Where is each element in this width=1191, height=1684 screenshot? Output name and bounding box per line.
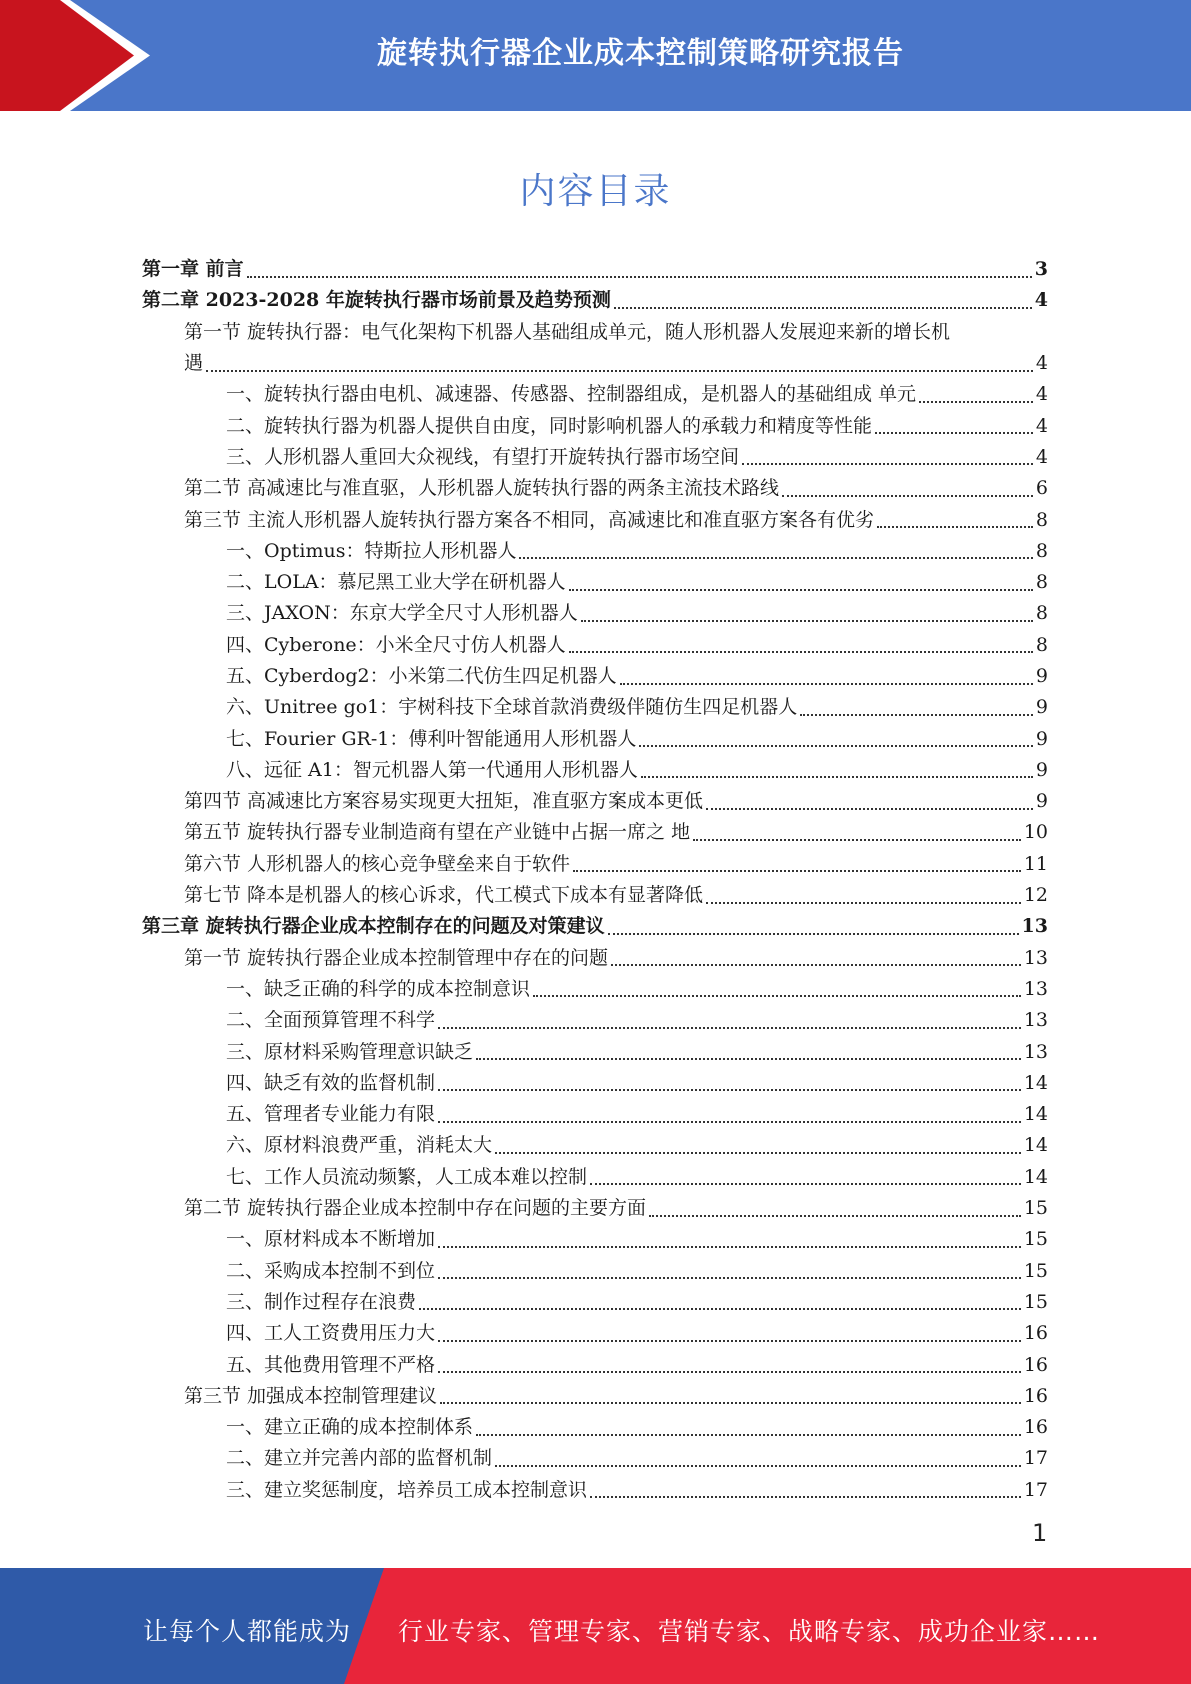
toc-leader-dots (569, 589, 1033, 591)
toc-entry-page: 13 (1023, 977, 1048, 1000)
toc-leader-dots (476, 1058, 1021, 1060)
toc-entry-page: 8 (1035, 508, 1048, 531)
toc-entry-page: 8 (1035, 633, 1048, 656)
toc-entry-page: 9 (1035, 727, 1048, 750)
toc-leader-dots (706, 808, 1033, 810)
toc-entry-page: 17 (1023, 1478, 1048, 1501)
toc-entry-page: 15 (1023, 1259, 1048, 1282)
footer-slogan-left: 让每个人都能成为 (143, 1617, 352, 1646)
toc-entry-label: 第一章 前言 (142, 258, 244, 281)
toc-entry[interactable] (142, 473, 1048, 504)
toc-leader-dots (438, 1277, 1021, 1279)
toc-entry[interactable] (142, 1068, 1048, 1099)
toc-entry[interactable] (142, 410, 1048, 441)
toc-entry-page: 16 (1023, 1353, 1048, 1376)
toc-entry[interactable] (142, 755, 1048, 786)
toc-entry-page: 9 (1035, 758, 1048, 781)
toc-entry-label: 四、工人工资费用压力大 (226, 1322, 436, 1345)
toc-entry-page: 16 (1023, 1416, 1048, 1439)
toc-leader-dots (438, 1340, 1021, 1342)
toc-entry-label: 六、原材料浪费严重，消耗太大 (226, 1134, 493, 1157)
toc-leader-dots (649, 1215, 1021, 1217)
toc-entry[interactable] (142, 1224, 1048, 1255)
footer-band (0, 1568, 1191, 1684)
toc-entry[interactable] (142, 1381, 1048, 1412)
toc-entry-page: 14 (1023, 1165, 1048, 1188)
toc-entry[interactable] (142, 817, 1048, 848)
toc-entry-page: 13 (1023, 1009, 1048, 1032)
toc-entry-page: 16 (1023, 1322, 1048, 1345)
toc-entry[interactable] (142, 379, 1048, 410)
toc-entry[interactable] (142, 1475, 1048, 1506)
toc-entry-page: 12 (1023, 884, 1048, 907)
toc-leader-dots (476, 1434, 1021, 1436)
report-title: 旋转执行器企业成本控制策略研究报告 (377, 36, 904, 71)
toc-entry-label: 六、Unitree go1：宇树科技下全球首款消费级伴随仿生四足机器人 (226, 696, 798, 719)
toc-entry-page: 15 (1023, 1228, 1048, 1251)
toc-entry-label: 第二节 旋转执行器企业成本控制中存在问题的主要方面 (184, 1197, 647, 1220)
toc-entry-label: 一、Optimus：特斯拉人形机器人 (226, 539, 517, 562)
toc-leader-dots (608, 933, 1019, 935)
toc-leader-dots (742, 463, 1033, 465)
toc-entry[interactable] (142, 1130, 1048, 1161)
toc-leader-dots (569, 651, 1033, 653)
toc-entry-label: 五、Cyberdog2：小米第二代仿生四足机器人 (226, 665, 617, 687)
toc-leader-dots (611, 964, 1021, 966)
toc-entry-page: 14 (1023, 1071, 1048, 1094)
toc-entry-label: 二、全面预算管理不科学 (226, 1009, 436, 1032)
toc-entry[interactable] (142, 692, 1048, 723)
toc-entry-page: 14 (1023, 1134, 1048, 1157)
toc-entry[interactable] (142, 1005, 1048, 1036)
toc-entry-label: 一、旋转执行器由电机、减速器、传感器、控制器组成，是机器人的基础组成 单元 (226, 383, 917, 406)
toc-entry-label: 二、LOLA：慕尼黑工业大学在研机器人 (226, 571, 566, 594)
header-band (0, 0, 1191, 111)
toc-entry-label: 第四节 高减速比方案容易实现更大扭矩，准直驱方案成本更低 (184, 790, 704, 813)
toc-entry-label: 第六节 人形机器人的核心竞争壁垒来自于软件 (184, 852, 571, 875)
toc-leader-dots (782, 495, 1033, 497)
toc-leader-dots (875, 432, 1033, 434)
toc-leader-dots (247, 276, 1032, 278)
toc-entry-label: 第二节 高减速比与准直驱，人形机器人旋转执行器的两条主流技术路线 (184, 477, 780, 500)
toc-entry[interactable] (142, 1287, 1048, 1318)
toc-leader-dots (590, 1496, 1021, 1498)
toc-leader-dots (693, 839, 1021, 841)
toc-entry-page: 11 (1023, 852, 1048, 875)
toc-leader-dots (800, 714, 1033, 716)
toc-entry-page: 4 (1035, 414, 1048, 437)
toc-leader-dots (573, 870, 1021, 872)
toc-entry[interactable] (142, 567, 1048, 598)
toc-entry-label: 七、Fourier GR-1：傅利叶智能通用人形机器人 (226, 727, 637, 750)
toc-entry-page: 15 (1023, 1290, 1048, 1313)
toc-entry[interactable] (142, 1256, 1048, 1287)
toc-entry-label: 三、制作过程存在浪费 (226, 1290, 417, 1313)
toc-entry[interactable] (142, 1318, 1048, 1349)
toc-entry[interactable] (142, 598, 1048, 629)
toc-entry[interactable] (142, 723, 1048, 754)
toc-entry[interactable] (142, 1099, 1048, 1130)
toc-entry-page: 4 (1035, 352, 1048, 375)
toc-entry[interactable] (142, 1193, 1048, 1224)
toc-entry[interactable] (142, 911, 1048, 942)
toc-entry-page: 4 (1035, 383, 1048, 406)
footer-slogan-right: 行业专家、管理专家、营销专家、战略专家、成功企业家…… (398, 1617, 1101, 1646)
toc-entry-page: 10 (1023, 821, 1048, 844)
toc-entry[interactable] (142, 1036, 1048, 1067)
toc-entry-page: 13 (1021, 915, 1048, 938)
toc-entry[interactable] (142, 630, 1048, 661)
toc-title: 内容目录 (519, 171, 672, 212)
toc-leader-dots (706, 902, 1021, 904)
toc-entry[interactable] (142, 317, 1048, 348)
toc-entry-page: 9 (1035, 665, 1048, 687)
page-number: 1 (1032, 1519, 1048, 1547)
toc-leader-dots (495, 1152, 1021, 1154)
toc-leader-dots (519, 557, 1032, 559)
toc-entry-page: 8 (1035, 602, 1048, 625)
toc-leader-dots (495, 1465, 1021, 1467)
toc-entry-page: 9 (1035, 696, 1048, 719)
toc-leader-dots (919, 401, 1033, 403)
toc-entry[interactable] (142, 536, 1048, 567)
toc-entry[interactable] (142, 974, 1048, 1005)
toc-entry-label: 一、缺乏正确的科学的成本控制意识 (226, 977, 531, 1000)
toc-leader-dots (206, 370, 1033, 372)
toc-leader-dots (620, 683, 1033, 685)
toc-leader-dots (438, 1246, 1021, 1248)
toc-entry-label: 第二章 2023-2028 年旋转执行器市场前景及趋势预测 (142, 289, 611, 312)
toc-entry[interactable] (142, 254, 1048, 285)
toc-entry-page: 3 (1034, 258, 1048, 281)
toc-entry-label: 第三章 旋转执行器企业成本控制存在的问题及对策建议 (142, 915, 605, 938)
toc-entry[interactable] (142, 1412, 1048, 1443)
toc-entry-page: 8 (1035, 539, 1048, 562)
toc-entry[interactable] (142, 943, 1048, 974)
toc-entry-label: 七、工作人员流动频繁，人工成本难以控制 (226, 1165, 588, 1188)
toc-entry-label: 二、采购成本控制不到位 (226, 1259, 436, 1282)
toc-entry-label: 一、建立正确的成本控制体系 (226, 1416, 474, 1439)
toc-entry-page: 13 (1023, 946, 1048, 969)
toc-entry[interactable] (142, 504, 1048, 535)
toc-leader-dots (641, 776, 1033, 778)
toc-leader-dots (533, 995, 1021, 997)
toc-entry-label: 四、Cyberone：小米全尺寸仿人机器人 (226, 633, 566, 656)
toc-entry-page: 16 (1023, 1384, 1048, 1407)
toc-leader-dots (419, 1308, 1021, 1310)
toc-entry-page: 14 (1023, 1103, 1048, 1126)
toc-leader-dots (590, 1183, 1021, 1185)
toc-entry-label: 第一节 旋转执行器：电气化架构下机器人基础组成单元，随人形机器人发展迎来新的增长机 (184, 320, 951, 343)
toc-entry-page: 8 (1035, 571, 1048, 594)
toc-entry-label: 第三节 主流人形机器人旋转执行器方案各不相同，高减速比和准直驱方案各有优劣 (184, 508, 875, 531)
toc-leader-dots (877, 526, 1033, 528)
toc-entry-page: 13 (1023, 1040, 1048, 1063)
toc-entry-page: 6 (1035, 477, 1048, 500)
toc-leader-dots (440, 1402, 1021, 1404)
toc-entry[interactable] (142, 849, 1048, 880)
toc-entry-label: 三、人形机器人重回大众视线，有望打开旋转执行器市场空间 (226, 445, 740, 468)
toc-entry-page: 17 (1023, 1447, 1048, 1470)
toc-entry-label: 一、原材料成本不断增加 (226, 1228, 436, 1251)
toc-entry-label: 遇 (184, 352, 204, 375)
table-of-contents (142, 254, 1048, 1506)
toc-entry-label: 二、旋转执行器为机器人提供自由度，同时影响机器人的承载力和精度等性能 (226, 414, 873, 437)
toc-entry[interactable] (142, 1349, 1048, 1380)
toc-entry[interactable] (142, 880, 1048, 911)
toc-leader-dots (438, 1027, 1021, 1029)
toc-entry-label: 第一节 旋转执行器企业成本控制管理中存在的问题 (184, 946, 609, 969)
toc-entry-label: 三、JAXON：东京大学全尺寸人形机器人 (226, 602, 578, 625)
toc-entry[interactable] (142, 442, 1048, 473)
toc-entry-label: 三、建立奖惩制度，培养员工成本控制意识 (226, 1478, 588, 1501)
toc-leader-dots (639, 745, 1033, 747)
toc-entry-label: 第五节 旋转执行器专业制造商有望在产业链中占据一席之 地 (184, 821, 691, 844)
toc-entry-label: 二、建立并完善内部的监督机制 (226, 1447, 493, 1470)
toc-entry[interactable] (142, 786, 1048, 817)
toc-leader-dots (614, 307, 1032, 309)
toc-leader-dots (438, 1371, 1021, 1373)
toc-entry-page: 9 (1035, 790, 1048, 813)
toc-entry-label: 第三节 加强成本控制管理建议 (184, 1384, 438, 1407)
toc-entry-label: 八、远征 A1：智元机器人第一代通用人形机器人 (226, 758, 638, 781)
toc-entry-page: 15 (1023, 1197, 1048, 1220)
toc-entry-page: 4 (1034, 289, 1048, 312)
toc-entry-label: 四、缺乏有效的监督机制 (226, 1071, 436, 1094)
toc-entry-label: 五、其他费用管理不严格 (226, 1353, 436, 1376)
toc-entry-page: 4 (1035, 445, 1048, 468)
toc-entry-label: 第七节 降本是机器人的核心诉求，代工模式下成本有显著降低 (184, 884, 704, 907)
toc-entry[interactable] (142, 348, 1048, 379)
toc-entry[interactable] (142, 1443, 1048, 1474)
toc-entry[interactable] (142, 285, 1048, 316)
toc-entry[interactable] (142, 661, 1048, 692)
toc-leader-dots (438, 1121, 1021, 1123)
toc-entry-label: 三、原材料采购管理意识缺乏 (226, 1040, 474, 1063)
toc-leader-dots (438, 1089, 1021, 1091)
toc-entry[interactable] (142, 1162, 1048, 1193)
toc-entry-label: 五、管理者专业能力有限 (226, 1103, 436, 1126)
toc-leader-dots (581, 620, 1033, 622)
